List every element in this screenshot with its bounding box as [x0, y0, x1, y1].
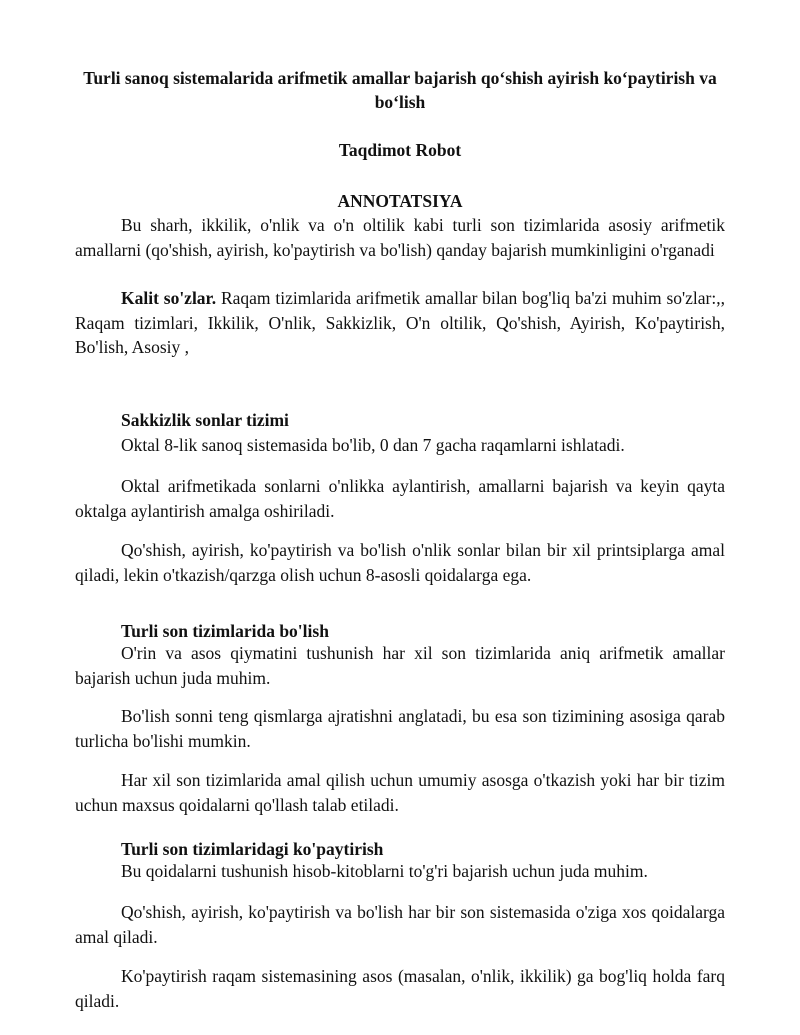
section-heading: Turli son tizimlaridagi ko'paytirish	[121, 839, 384, 859]
section-heading: Sakkizlik sonlar tizimi	[121, 410, 289, 430]
section-heading: Turli son tizimlarida bo'lish	[121, 621, 329, 641]
document-author: Taqdimot Robot	[338, 140, 462, 160]
section-paragraph: Bo'lish sonni teng qismlarga ajratishni anglatadi, bu esa son tizimining asosiga qarab turlicha bo'lishi mumkin.	[75, 706, 725, 751]
section-paragraph: Har xil son tizimlarida amal qilish uchun umumiy asosga o'tkazish yoki har bir tizim uchun maxsus qoidalarni qo'llash talab etiladi.	[75, 770, 725, 815]
section-paragraph: Ko'paytirish raqam sistemasining asos (masalan, o'nlik, ikkilik) ga bog'liq holda farq qiladi.	[75, 966, 725, 1011]
section-paragraph: Qo'shish, ayirish, ko'paytirish va bo'lish o'nlik sonlar bilan bir xil printsiplarga amal qiladi, lekin o'tkazish/qarzga olish uchun 8-asosli qoidalarga ega.	[75, 540, 725, 585]
annotation-text: Bu sharh, ikkilik, o'nlik va o'n oltilik kabi turli son tizimlarida asosiy arifmetik amallarni (qo'shish, ayirish, ko'paytirish va bo'lish) qanday bajarish mumkinligini o'rganadi	[75, 215, 725, 260]
keywords-label: Kalit so'zlar.	[121, 288, 217, 308]
section-paragraph: O'rin va asos qiymatini tushunish har xil son tizimlarida aniq arifmetik amallar bajarish uchun juda muhim.	[75, 643, 725, 688]
keywords-text: Raqam tizimlarida arifmetik amallar bilan bog'liq ba'zi muhim so'zlar:,, Raqam tizimlari, Ikkilik, O'nlik, Sakkizlik, O'n oltilik, Qo'shish, Ayirish, Ko'paytirish, Bo'lish, Asosiy ,	[75, 288, 725, 357]
section-paragraph: Oktal 8-lik sanoq sistemasida bo'lib, 0 dan 7 gacha raqamlarni ishlatadi.	[121, 435, 625, 455]
section-paragraph: Oktal arifmetikada sonlarni o'nlikka aylantirish, amallarni bajarish va keyin qayta oktalga aylantirish amalga oshiriladi.	[75, 476, 725, 521]
document-title: Turli sanoq sistemalarida arifmetik amallar bajarish qo‘shish ayirish ko‘paytirish va bo‘lish	[83, 68, 717, 112]
annotation-heading: ANNOTATSIYA	[337, 191, 463, 211]
section-paragraph: Bu qoidalarni tushunish hisob-kitoblarni to'g'ri bajarish uchun juda muhim.	[121, 861, 648, 881]
keywords-paragraph	[75, 286, 725, 360]
section-paragraph: Qo'shish, ayirish, ko'paytirish va bo'lish har bir son sistemasida o'ziga xos qoidalarga amal qiladi.	[75, 902, 725, 947]
